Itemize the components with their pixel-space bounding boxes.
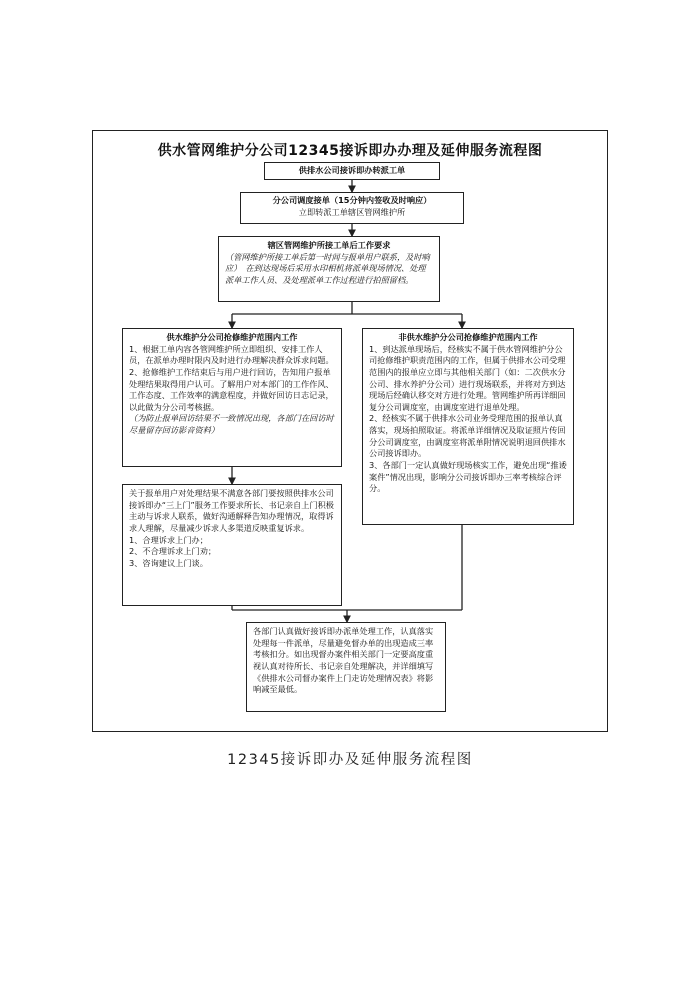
node-dispatch-line1: 分公司调度接单（15分钟内签收及时响应） bbox=[272, 195, 432, 205]
node-supervision bbox=[246, 622, 446, 712]
node-three-visits-text: 关于报单用户对处理结果不满意各部门要按照供排水公司接诉即办“三上门”服务工作要求所长、书记亲自上门积极主动与诉求人联系，做好沟通解释告知办理情况，取得诉求人理解，尽量减少诉求人多渠道反映重复诉求。 bbox=[129, 488, 334, 533]
node-supervision-text: 各部门认真做好接诉即办派单处理工作，认真落实处理每一件派单，尽量避免督办单的出现造成三率考核扣分。如出现督办案件相关部门一定要高度重视认真对待所长、书记亲自处理解决，并详细填写《供排水公司督办案件上门走访处理情况表》将影响减至最低。 bbox=[253, 626, 434, 695]
node-three-visits bbox=[122, 484, 342, 606]
node-right-out-scope bbox=[362, 328, 574, 525]
node-left-p1: 1、根据工单内容各管网维护所立即组织、安排工作人员，在派单办理时限内及时进行办理解决群众诉求问题。 bbox=[129, 343, 334, 366]
node-maintenance-head: 辖区管网维护所接工单后工作要求 bbox=[267, 240, 391, 250]
node-three-visits-item1: 1、合理诉求上门办； bbox=[129, 534, 208, 545]
node-left-p3: （为防止报单回访结果不一致情况出现，各部门在回访时尽量留存回访影音资料） bbox=[129, 413, 334, 436]
node-left-in-scope bbox=[122, 328, 342, 467]
node-right-p2: 2、经核实不属于供排水公司业务受理范围的报单认真落实，现场拍照取证。将派单详细情况及取证照片传回分公司调度室，由调度室将派单附情况说明退回供排水公司接诉即办。 bbox=[369, 413, 566, 459]
node-three-visits-item2: 2、不合理诉求上门劝； bbox=[129, 546, 217, 557]
node-maintenance-body: （管网维护所接工单后第一时间与报单用户联系，及时响应） 在到达现场后采用水印相机将派单现场情况、处理派单工作人员、及处理派单工作过程进行拍照留档。 bbox=[225, 251, 430, 285]
node-three-visits-item3: 3、咨询建议上门谈。 bbox=[129, 557, 208, 568]
node-dispatch-center bbox=[240, 192, 464, 224]
node-left-p2: 2、抢修维护工作结束后与用户进行回访，告知用户报单处理结果取得用户认可。了解用户对本部门的工作作风、工作态度、工作效率的满意程度，并做好回访日志记录，以此做为分公司考核据。 bbox=[129, 366, 334, 412]
node-dispatch-line2: 立即转派工单辖区管网维护所 bbox=[298, 206, 406, 217]
node-receive-dispatch-text: 供排水公司接诉即办转派工单 bbox=[298, 165, 406, 175]
node-right-p1: 1、到达派单现场后，经核实不属于供水管网维护分公司抢修维护职责范围内的工作，但属于供排水公司受理范围内的报单应立即与其他相关部门（如：二次供水分公司、排水养护分公司）进行现场联系，并将对方到达现场后经确认移交对方进行处理。管网维护所再详细回复分公司调度室，由调度室进行退单处理。 bbox=[369, 343, 566, 412]
node-maintenance-requirements bbox=[218, 236, 440, 302]
node-right-head: 非供水维护分公司抢修维护范围内工作 bbox=[398, 332, 538, 342]
node-right-p3: 3、各部门一定认真做好现场核实工作，避免出现“推诿案件”情况出现，影响分公司接诉即办三率考核综合评分。 bbox=[369, 460, 567, 494]
diagram-caption: 12345接诉即办及延伸服务流程图 bbox=[227, 752, 473, 768]
diagram-title: 供水管网维护分公司12345接诉即办办理及延伸服务流程图 bbox=[157, 143, 543, 159]
node-receive-dispatch bbox=[264, 162, 440, 180]
node-left-head: 供水维护分公司抢修维护范围内工作 bbox=[166, 332, 298, 342]
